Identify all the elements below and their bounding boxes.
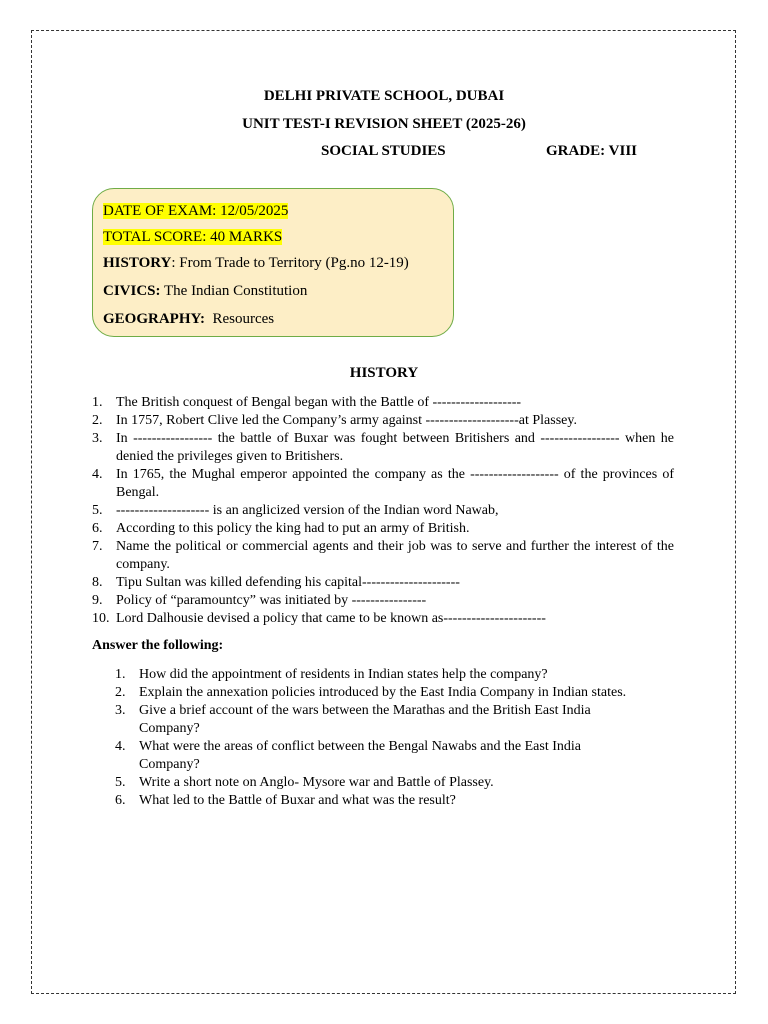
list-item: 10. Lord Dalhousie devised a policy that came to be known as---------------------- <box>92 611 546 626</box>
history-section-title: HISTORY <box>349 365 419 381</box>
fill-in-questions <box>92 394 674 628</box>
long-answer-questions <box>115 666 635 810</box>
geography-topic: GEOGRAPHY: Resources <box>103 311 275 327</box>
exam-date: DATE OF EXAM: 12/05/2025 <box>103 203 289 219</box>
list-item: 4. In 1765, the Mughal emperor appointed the company as the ------------------- of the provinces of Bengal. <box>92 467 674 500</box>
list-item: 5. Write a short note on Anglo- Mysore war and Battle of Plassey. <box>115 775 494 790</box>
list-item: 6. According to this policy the king had to put an army of British. <box>92 521 470 536</box>
list-item: 1. The British conquest of Bengal began with the Battle of ------------------- <box>92 395 522 410</box>
list-item: 1. How did the appointment of residents in Indian states help the company? <box>115 667 548 682</box>
sheet-title: UNIT TEST-I REVISION SHEET (2025-26) <box>242 116 526 132</box>
civics-topic: CIVICS: The Indian Constitution <box>103 283 308 299</box>
total-score: TOTAL SCORE: 40 MARKS <box>103 229 283 245</box>
list-item: 3. In ----------------- the battle of Buxar was fought between Britishers and ----------------- when he denied the privileges given to Britishers. <box>92 431 674 464</box>
subject-label: SOCIAL STUDIES <box>321 143 446 159</box>
list-item: 9. Policy of “paramountcy” was initiated by ---------------- <box>92 593 427 608</box>
list-item: 2. Explain the annexation policies introduced by the East India Company in Indian states. <box>115 685 627 700</box>
list-item: 2. In 1757, Robert Clive led the Company’s army against --------------------at Plassey. <box>92 413 577 428</box>
grade-label: GRADE: VIII <box>546 143 637 159</box>
list-item: 4. What were the areas of conflict between the Bengal Nawabs and the East India Company? <box>115 739 581 772</box>
history-topic: HISTORY: From Trade to Territory (Pg.no 12-19) <box>103 255 409 271</box>
answer-section-title: Answer the following: <box>92 638 224 653</box>
list-item: 3. Give a brief account of the wars between the Marathas and the British East India Company? <box>115 703 591 736</box>
list-item: 7. Name the political or commercial agents and their job was to serve and further the interest of the company. <box>92 539 674 572</box>
school-name: DELHI PRIVATE SCHOOL, DUBAI <box>263 88 505 104</box>
list-item: 8. Tipu Sultan was killed defending his capital--------------------- <box>92 575 460 590</box>
list-item: 6. What led to the Battle of Buxar and what was the result? <box>115 793 456 808</box>
list-item: 5. -------------------- is an anglicized version of the Indian word Nawab, <box>92 503 499 518</box>
